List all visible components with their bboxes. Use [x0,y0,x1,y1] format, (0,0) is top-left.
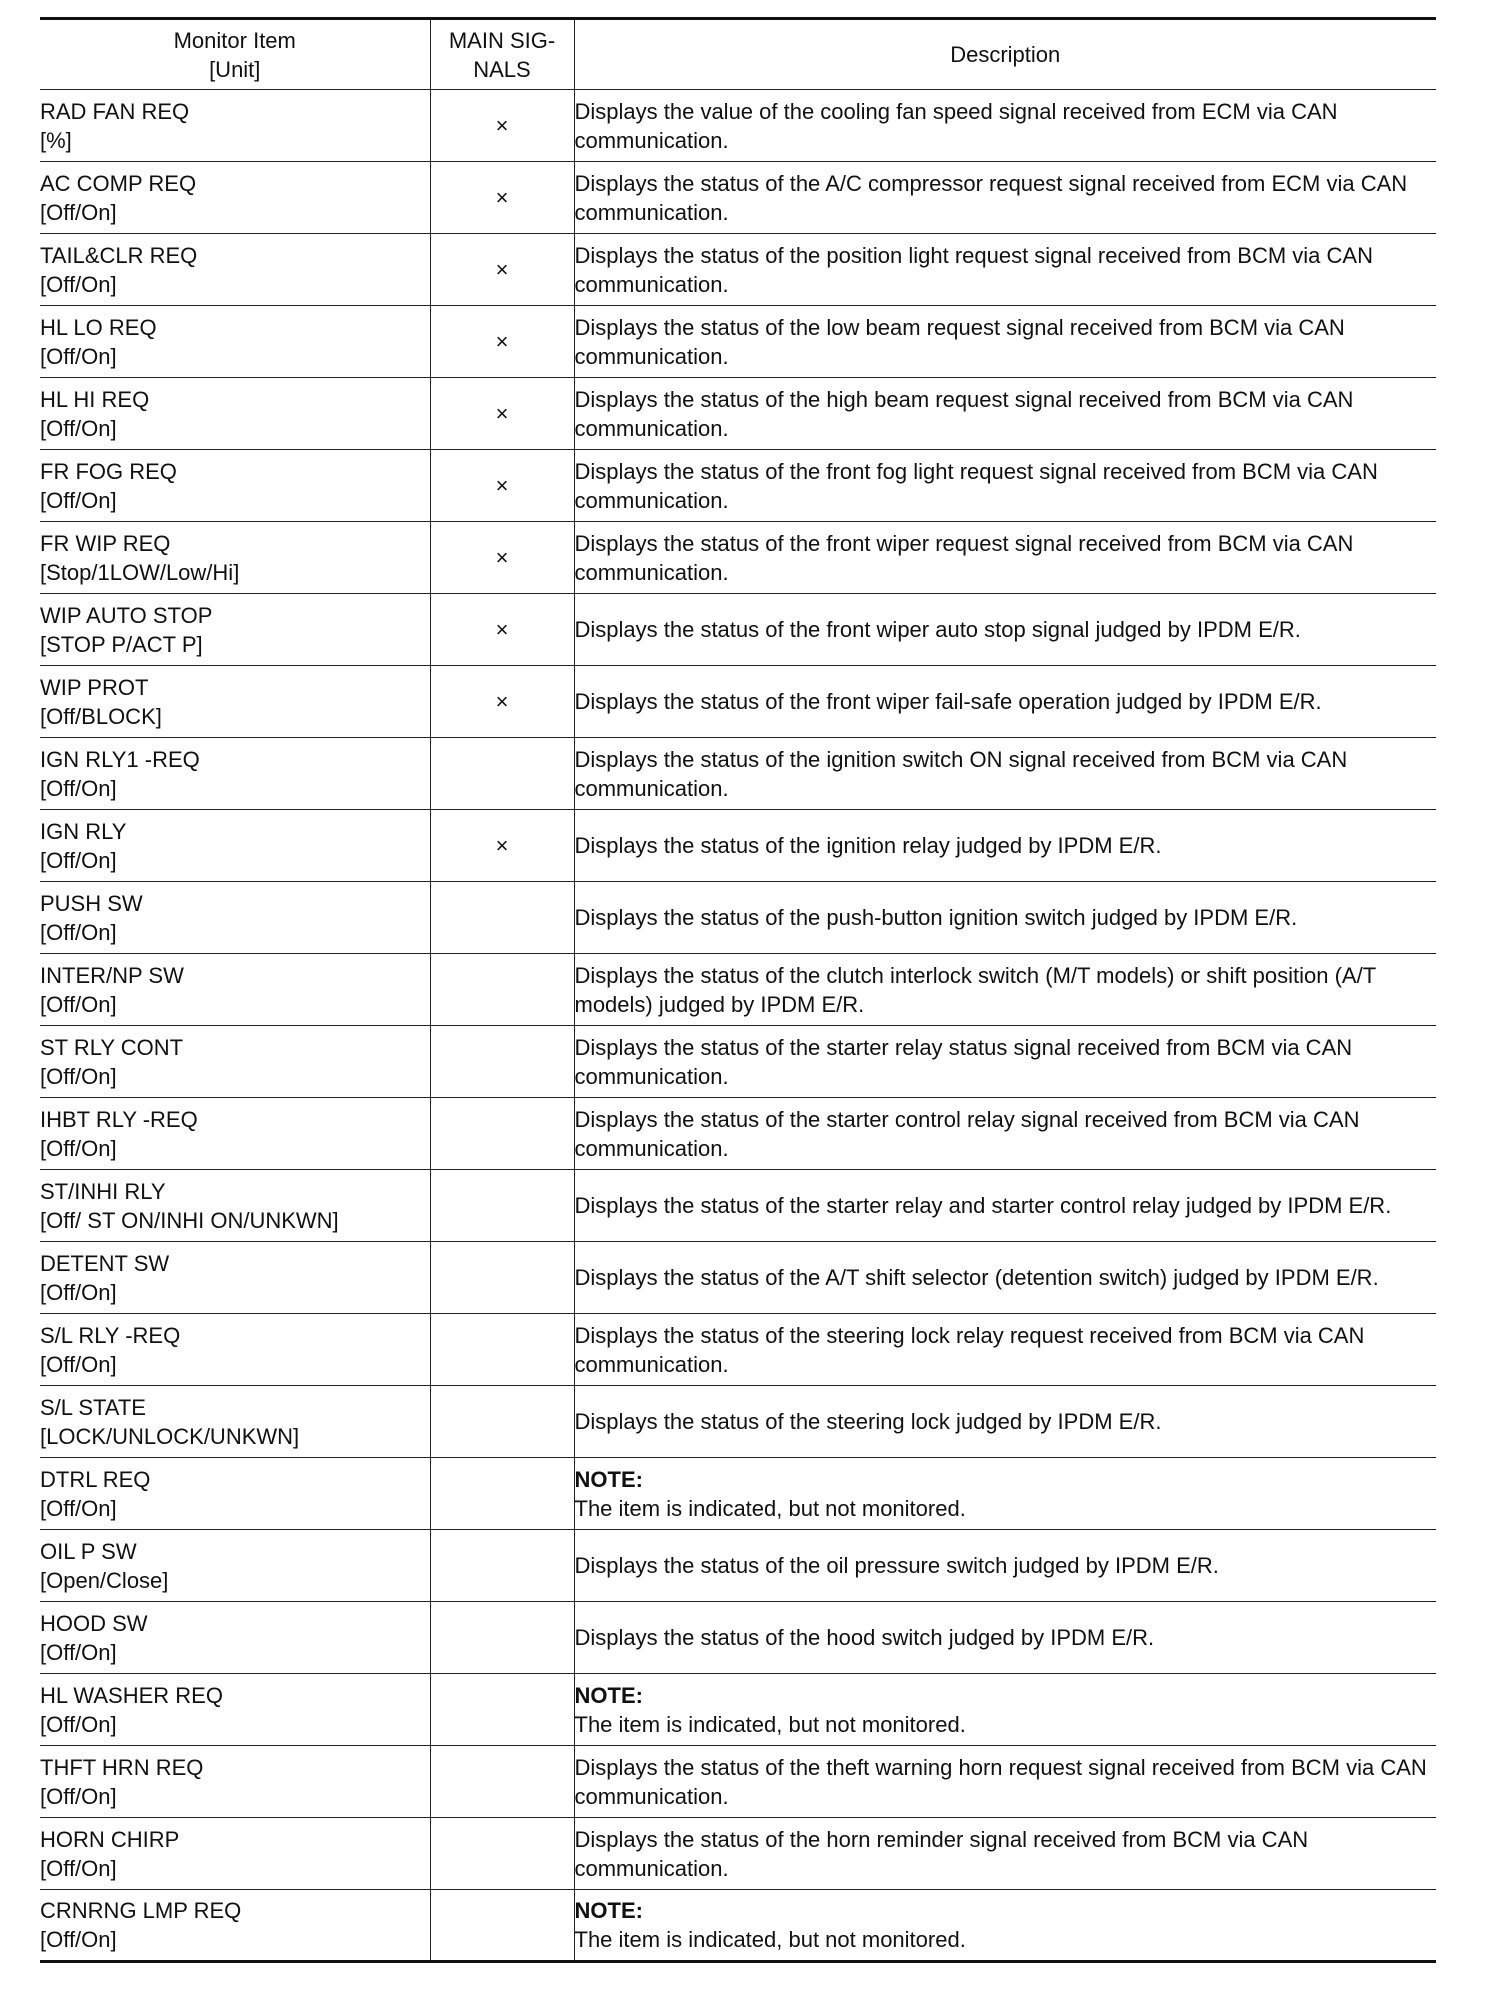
monitor-item-cell [40,666,430,738]
monitor-item-name: WIP PROT [40,674,149,700]
monitor-item-unit: [Off/On] [40,343,117,369]
monitor-item-name: AC COMP REQ [40,170,197,196]
description-cell [574,1746,1436,1818]
table-row [40,1746,1436,1818]
main-signal-mark [430,1890,574,1962]
main-signal-mark: × [430,234,574,306]
monitor-item-unit: [Off/On] [40,1927,117,1952]
monitor-item-cell [40,1098,430,1170]
main-signal-mark: × [430,450,574,522]
monitor-item-cell [40,954,430,1026]
monitor-item-name: S/L RLY -REQ [40,1322,181,1348]
monitor-item-name: ST RLY CONT [40,1034,184,1060]
description-cell [574,1098,1436,1170]
main-signal-mark [430,1026,574,1098]
table-row [40,1026,1436,1098]
monitor-item-unit: [Off/On] [40,1783,117,1809]
description-cell [574,1818,1436,1890]
table-row [40,810,1436,882]
monitor-item-cell [40,1602,430,1674]
monitor-item-cell [40,594,430,666]
main-signal-mark [430,882,574,954]
description-cell [574,306,1436,378]
description-cell [574,954,1436,1026]
description-text: Displays the status of the horn reminder signal received from BCM via CAN communication. [574,1826,1309,1881]
monitor-item-name: THFT HRN REQ [40,1754,204,1780]
monitor-item-cell [40,450,430,522]
monitor-item-name: INTER/NP SW [40,962,184,988]
monitor-item-unit: [Off/On] [40,487,117,513]
description-cell [574,738,1436,810]
monitor-item-cell [40,1890,430,1962]
monitor-item-cell [40,1458,430,1530]
main-signal-mark [430,954,574,1026]
monitor-item-cell [40,1386,430,1458]
monitor-item-cell [40,522,430,594]
description-text: Displays the status of the ignition relay judged by IPDM E/R. [574,833,1162,858]
monitor-item-name: TAIL&CLR REQ [40,242,198,268]
monitor-item-unit: [Off/On] [40,1855,117,1881]
monitor-item-unit: [%] [40,127,72,153]
table-row [40,450,1436,522]
description-text: Displays the status of the starter control relay signal received from BCM via CAN communication. [574,1106,1360,1161]
table-row [40,1458,1436,1530]
table-row [40,522,1436,594]
description-text: Displays the status of the oil pressure switch judged by IPDM E/R. [574,1553,1219,1578]
monitor-item-name: DTRL REQ [40,1466,151,1492]
monitor-item-unit: [Off/On] [40,1639,117,1665]
table-body [40,90,1436,1962]
monitor-item-name: RAD FAN REQ [40,98,190,124]
description-text: Displays the status of the theft warning horn request signal received from BCM via CAN communication. [574,1754,1427,1809]
monitor-item-name: FR WIP REQ [40,530,171,556]
description-text: Displays the status of the front fog light request signal received from BCM via CAN communication. [574,458,1378,513]
monitor-item-cell [40,1530,430,1602]
description-text: Displays the status of the A/T shift selector (detention switch) judged by IPDM E/R. [574,1265,1379,1290]
description-cell [574,1314,1436,1386]
monitor-item-name: HL LO REQ [40,314,157,340]
description-cell [574,162,1436,234]
monitor-item-table [40,17,1436,1963]
header-description: Description [574,19,1436,90]
monitor-item-unit: [LOCK/UNLOCK/UNKWN] [40,1423,300,1449]
main-signal-mark: × [430,666,574,738]
main-signal-mark [430,738,574,810]
table-header-row [40,19,1436,90]
table-row [40,1170,1436,1242]
monitor-item-unit: [Stop/1LOW/Low/Hi] [40,559,240,585]
monitor-item-unit: [Off/On] [40,1279,117,1305]
monitor-item-unit: [Off/BLOCK] [40,703,162,729]
description-cell [574,1530,1436,1602]
monitor-item-name: IGN RLY1 -REQ [40,746,200,772]
monitor-item-unit: [STOP P/ACT P] [40,631,203,657]
monitor-item-unit: [Off/On] [40,1495,117,1521]
table-row [40,954,1436,1026]
table-row [40,666,1436,738]
main-signal-mark: × [430,810,574,882]
description-cell [574,234,1436,306]
monitor-item-name: S/L STATE [40,1394,146,1420]
description-text: The item is indicated, but not monitored. [574,1927,966,1952]
table-row [40,1386,1436,1458]
main-signal-mark [430,1674,574,1746]
description-cell [574,522,1436,594]
table-row [40,90,1436,162]
description-cell [574,378,1436,450]
table-row [40,234,1436,306]
description-cell [574,1890,1436,1962]
description-text: The item is indicated, but not monitored. [574,1495,966,1521]
note-label: NOTE: [574,1682,643,1708]
main-signal-mark [430,1458,574,1530]
table-row [40,306,1436,378]
table-row [40,1674,1436,1746]
description-text: Displays the status of the starter relay status signal received from BCM via CAN communication. [574,1034,1353,1089]
monitor-item-name: HORN CHIRP [40,1826,180,1852]
header-monitor-item: Monitor Item [Unit] [40,19,430,90]
main-signal-mark [430,1746,574,1818]
note-label: NOTE: [574,1898,643,1923]
description-text: Displays the status of the ignition switch ON signal received from BCM via CAN communication. [574,746,1348,801]
monitor-item-name: WIP AUTO STOP [40,602,213,628]
description-text: Displays the status of the steering lock judged by IPDM E/R. [574,1409,1162,1434]
description-cell [574,1026,1436,1098]
monitor-item-cell [40,1314,430,1386]
monitor-item-cell [40,1818,430,1890]
monitor-item-cell [40,306,430,378]
main-signal-mark [430,1386,574,1458]
description-text: Displays the status of the low beam request signal received from BCM via CAN communication. [574,314,1345,369]
main-signal-mark: × [430,90,574,162]
monitor-item-name: PUSH SW [40,890,143,916]
monitor-item-cell [40,1674,430,1746]
description-cell [574,1458,1436,1530]
header-main-signals: MAIN SIG- NALS [430,19,574,90]
description-text: Displays the status of the hood switch judged by IPDM E/R. [574,1625,1155,1650]
table-row [40,1242,1436,1314]
monitor-item-name: ST/INHI RLY [40,1178,166,1204]
description-text: Displays the status of the clutch interlock switch (M/T models) or shift position (A/T models) judged by IPDM E/R. [574,962,1376,1017]
monitor-item-cell [40,1170,430,1242]
monitor-item-cell [40,162,430,234]
monitor-item-unit: [Off/On] [40,847,117,873]
table-row [40,882,1436,954]
table-row [40,1530,1436,1602]
main-signal-mark: × [430,378,574,450]
description-text: Displays the status of the push-button ignition switch judged by IPDM E/R. [574,905,1298,930]
description-text: Displays the status of the starter relay and starter control relay judged by IPDM E/R. [574,1193,1392,1218]
description-cell [574,810,1436,882]
monitor-item-unit: [Off/On] [40,271,117,297]
description-cell [574,882,1436,954]
table-row [40,1098,1436,1170]
description-text: The item is indicated, but not monitored. [574,1711,966,1737]
monitor-item-name: HL WASHER REQ [40,1682,223,1708]
table-row [40,1314,1436,1386]
description-text: Displays the status of the A/C compressor request signal received from ECM via CAN communication. [574,170,1408,225]
main-signal-mark [430,1314,574,1386]
description-text: Displays the status of the steering lock relay request received from BCM via CAN communication. [574,1322,1365,1377]
description-text: Displays the status of the front wiper fail-safe operation judged by IPDM E/R. [574,689,1322,714]
monitor-item-name: HOOD SW [40,1610,148,1636]
main-signal-mark [430,1602,574,1674]
description-text: Displays the status of the front wiper request signal received from BCM via CAN communication. [574,530,1354,585]
main-signal-mark: × [430,522,574,594]
table-row [40,738,1436,810]
monitor-item-unit: [Off/On] [40,1135,117,1161]
description-text: Displays the value of the cooling fan speed signal received from ECM via CAN communication. [574,98,1338,153]
monitor-item-unit: [Open/Close] [40,1567,169,1593]
table-row [40,594,1436,666]
monitor-item-unit: [Off/On] [40,1351,117,1377]
monitor-item-cell [40,882,430,954]
description-cell [574,1602,1436,1674]
monitor-item-name: FR FOG REQ [40,458,177,484]
monitor-item-cell [40,90,430,162]
note-label: NOTE: [574,1466,643,1492]
monitor-item-unit: [Off/On] [40,775,117,801]
monitor-item-name: CRNRNG LMP REQ [40,1898,242,1923]
table-row [40,162,1436,234]
monitor-item-unit: [Off/On] [40,1063,117,1089]
table-row [40,378,1436,450]
monitor-item-name: DETENT SW [40,1250,170,1276]
monitor-item-unit: [Off/On] [40,919,117,945]
main-signal-mark [430,1098,574,1170]
main-signal-mark [430,1242,574,1314]
monitor-item-unit: [Off/ ST ON/INHI ON/UNKWN] [40,1207,339,1233]
monitor-item-name: IHBT RLY -REQ [40,1106,198,1132]
main-signal-mark [430,1530,574,1602]
description-cell [574,1674,1436,1746]
monitor-item-unit: [Off/On] [40,991,117,1017]
monitor-item-cell [40,1242,430,1314]
description-cell [574,666,1436,738]
monitor-item-unit: [Off/On] [40,415,117,441]
description-cell [574,1242,1436,1314]
table-row [40,1602,1436,1674]
main-signal-mark [430,1818,574,1890]
main-signal-mark: × [430,594,574,666]
monitor-item-cell [40,234,430,306]
monitor-item-name: IGN RLY [40,818,127,844]
table-row [40,1890,1436,1962]
description-text: Displays the status of the position light request signal received from BCM via CAN communication. [574,242,1373,297]
table-row [40,1818,1436,1890]
description-cell [574,1170,1436,1242]
description-cell [574,450,1436,522]
monitor-item-cell [40,378,430,450]
monitor-item-cell [40,738,430,810]
monitor-item-unit: [Off/On] [40,1711,117,1737]
monitor-item-name: HL HI REQ [40,386,150,412]
description-text: Displays the status of the high beam request signal received from BCM via CAN communication. [574,386,1354,441]
monitor-item-name: OIL P SW [40,1538,137,1564]
monitor-item-cell [40,1026,430,1098]
description-text: Displays the status of the front wiper auto stop signal judged by IPDM E/R. [574,617,1301,642]
monitor-item-cell [40,810,430,882]
main-signal-mark: × [430,306,574,378]
monitor-item-cell [40,1746,430,1818]
description-cell [574,90,1436,162]
description-cell [574,594,1436,666]
main-signal-mark [430,1170,574,1242]
main-signal-mark: × [430,162,574,234]
description-cell [574,1386,1436,1458]
monitor-item-unit: [Off/On] [40,199,117,225]
